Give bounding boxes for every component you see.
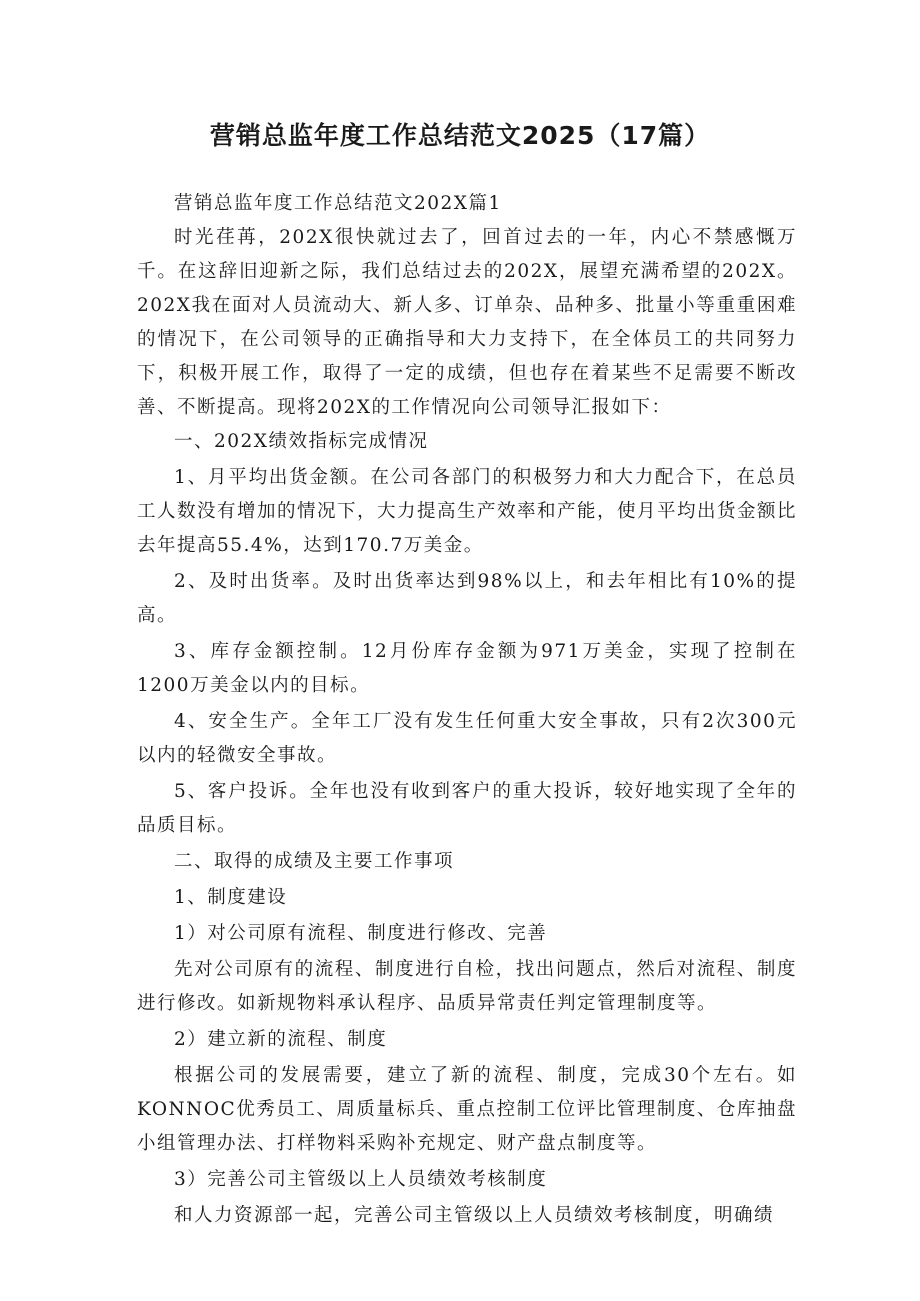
item-heading: 2）建立新的流程、制度 bbox=[174, 1029, 388, 1050]
paragraph: 先对公司原有的流程、制度进行自检，找出问题点，然后对流程、制度进行修改。如新规物料承认程序、品质异常责任判定管理制度等。 bbox=[137, 959, 797, 1014]
paragraph: 1、月平均出货金额。在公司各部门的积极努力和大力配合下，在总员工人数没有增加的情况下，大力提高生产效率和产能，使月平均出货金额比去年提高55.4%，达到170.7万美金。 bbox=[137, 467, 798, 556]
paragraph: 5、客户投诉。全年也没有收到客户的重大投诉，较好地实现了全年的品质目标。 bbox=[137, 781, 797, 836]
paragraph: 4、安全生产。全年工厂没有发生任何重大安全事故，只有2次300元以内的轻微安全事故。 bbox=[137, 711, 797, 766]
document-title: 营销总监年度工作总结范文2025（17篇） bbox=[209, 121, 711, 150]
paragraph: 和人力资源部一起，完善公司主管级以上人员绩效考核制度，明确绩 bbox=[174, 1205, 775, 1226]
section-heading: 一、202X绩效指标完成情况 bbox=[174, 431, 429, 452]
subsection-heading: 1、制度建设 bbox=[174, 887, 288, 908]
item-heading: 1）对公司原有流程、制度进行修改、完善 bbox=[174, 923, 548, 944]
paragraph: 时光荏苒，202X很快就过去了，回首过去的一年，内心不禁感慨万千。在这辞旧迎新之际，我们总结过去的202X，展望充满希望的202X。202X我在面对人员流动大、新人多、订单杂、品种多、批量小等重重困难的情况下，在公司领导的正确指导和大力支持下，在全体员工的共同努力下，积极开展工作，取得了一定的成绩，但也存在着某些不足需要不断改善、不断提高。现将202X的工作情况向公司领导汇报如下： bbox=[137, 227, 797, 418]
paragraph: 2、及时出货率。及时出货率达到98%以上，和去年相比有10%的提高。 bbox=[137, 571, 797, 626]
section-heading: 二、取得的成绩及主要工作事项 bbox=[174, 851, 455, 872]
paragraph: 根据公司的发展需要，建立了新的流程、制度，完成30个左右。如KONNOC优秀员工、周质量标兵、重点控制工位评比管理制度、仓库抽盘小组管理办法、打样物料采购补充规定、财产盘点制度等。 bbox=[137, 1065, 797, 1154]
paragraph: 3、库存金额控制。12月份库存金额为971万美金，实现了控制在1200万美金以内的目标。 bbox=[137, 641, 797, 696]
item-heading: 3）完善公司主管级以上人员绩效考核制度 bbox=[174, 1169, 548, 1190]
document-body bbox=[137, 187, 797, 1233]
section-heading: 营销总监年度工作总结范文202X篇1 bbox=[174, 193, 502, 214]
